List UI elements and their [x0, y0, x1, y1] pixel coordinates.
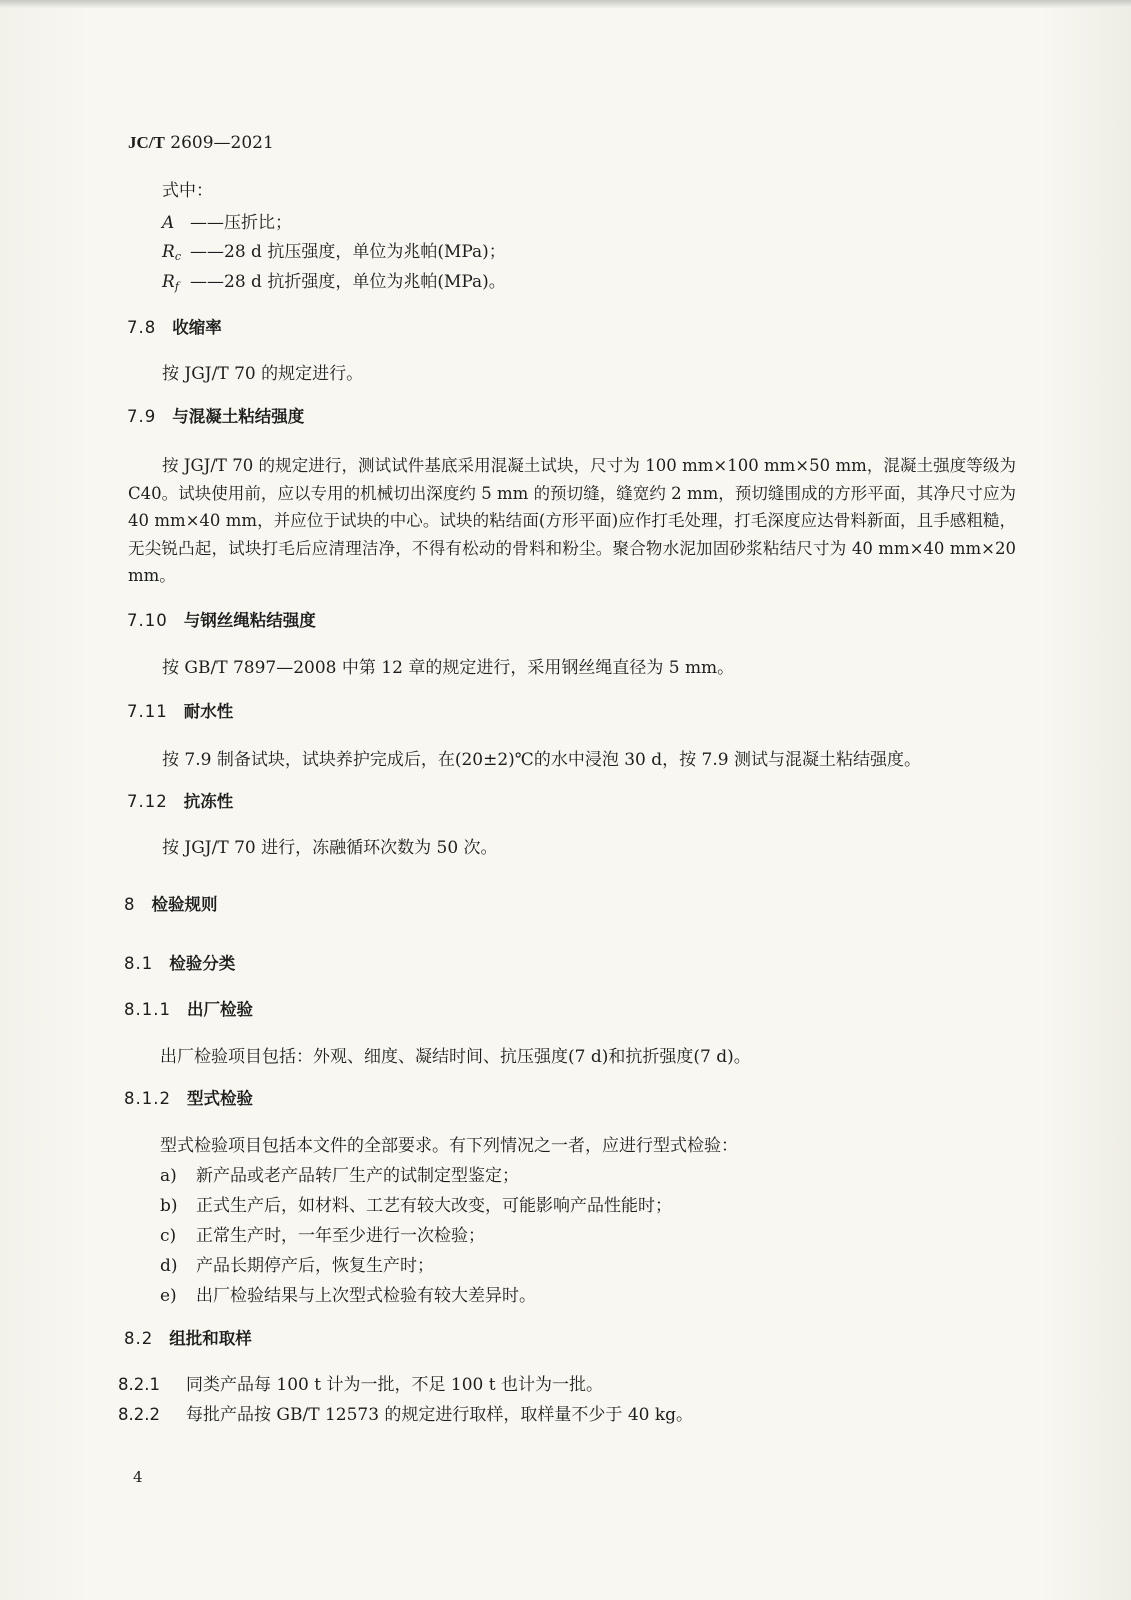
- section-heading: [124, 1087, 253, 1111]
- section-text: 同类产品每 100 t 计为一批，不足 100 t 也计为一批。: [186, 1375, 603, 1395]
- legend-text: ——压折比；: [190, 213, 292, 233]
- legend-symbol: [162, 270, 190, 299]
- section-title: 出厂检验: [186, 1000, 253, 1019]
- section-title: 抗冻性: [183, 792, 234, 811]
- document-code: [128, 133, 274, 153]
- standard-prefix: JC/T: [128, 133, 165, 152]
- legend-subscript: c: [174, 250, 181, 263]
- section-number: 7.12: [127, 792, 168, 811]
- section-number: 8.2.2: [118, 1405, 160, 1424]
- legend-text: ——28 d 抗折强度，单位为兆帕(MPa)。: [190, 272, 506, 292]
- section-heading: [127, 790, 233, 814]
- section-number: 7.11: [127, 702, 168, 721]
- list-marker: a): [160, 1166, 177, 1186]
- section-number: 8.2: [124, 1329, 154, 1348]
- legend-subscript: f: [174, 280, 179, 293]
- legend-symbol-base: R: [162, 242, 175, 262]
- list-marker: e): [160, 1286, 177, 1306]
- list-item: [160, 1254, 434, 1278]
- scan-edge: [0, 0, 1131, 8]
- list-text: 新产品或老产品转厂生产的试制定型鉴定；: [196, 1166, 519, 1186]
- legend-item: [162, 211, 292, 235]
- section-heading: [127, 700, 233, 724]
- list-marker: c): [160, 1226, 177, 1246]
- legend-symbol: A: [162, 213, 175, 233]
- list-text: 产品长期停产后，恢复生产时；: [196, 1256, 434, 1276]
- section-title: 检验规则: [151, 895, 218, 914]
- list-item: [160, 1224, 485, 1248]
- section-text: 每批产品按 GB/T 12573 的规定进行取样，取样量不少于 40 kg。: [186, 1405, 694, 1425]
- section-title: 与钢丝绳粘结强度: [183, 611, 316, 630]
- section-number: 8.1: [124, 954, 154, 973]
- section-text: 出厂检验项目包括：外观、细度、凝结时间、抗压强度(7 d)和抗折强度(7 d)。: [160, 1047, 751, 1067]
- section-number: 8.2.1: [118, 1375, 160, 1394]
- section-title: 组批和取样: [169, 1329, 252, 1348]
- section-number: 8.1.1: [124, 1000, 171, 1019]
- clause: [118, 1403, 693, 1427]
- section-number: 8.1.2: [124, 1089, 171, 1108]
- section-heading: [124, 998, 253, 1022]
- section-text: 按 JGJ/T 70 进行，冻融循环次数为 50 次。: [162, 838, 498, 858]
- legend-item: [162, 240, 506, 269]
- list-item: [160, 1194, 672, 1218]
- section-number: 8: [124, 895, 136, 914]
- section-number: 7.10: [127, 611, 168, 630]
- section-text: 型式检验项目包括本文件的全部要求。有下列情况之一者，应进行型式检验：: [160, 1136, 738, 1156]
- legend-symbol-base: R: [162, 272, 175, 292]
- section-number: 7.8: [127, 318, 157, 337]
- clause: [118, 1373, 603, 1397]
- section-text: 按 7.9 制备试块，试块养护完成后，在(20±2)℃的水中浸泡 30 d，按 7.9 测试与混凝土粘结强度。: [162, 750, 921, 770]
- list-marker: d): [160, 1256, 178, 1276]
- section-title: 检验分类: [169, 954, 236, 973]
- section-heading: [127, 316, 222, 340]
- list-text: 正式生产后，如材料、工艺有较大改变，可能影响产品性能时；: [196, 1196, 672, 1216]
- section-heading: [127, 405, 304, 429]
- section-number: 7.9: [127, 407, 157, 426]
- section-heading: [124, 1327, 252, 1351]
- section-text: 按 GB/T 7897—2008 中第 12 章的规定进行，采用钢丝绳直径为 5 mm。: [162, 658, 735, 678]
- list-text: 出厂检验结果与上次型式检验有较大差异时。: [196, 1286, 536, 1306]
- list-item: [160, 1164, 519, 1188]
- section-heading: [127, 609, 316, 633]
- section-text: 按 JGJ/T 70 的规定进行。: [162, 364, 364, 384]
- section-title: 收缩率: [172, 318, 222, 337]
- legend-symbol: [162, 240, 190, 269]
- section-heading: [124, 952, 235, 976]
- section-paragraph: 按 JGJ/T 70 的规定进行，测试试件基底采用混凝土试块，尺寸为 100 mm×100 mm×50 mm，混凝土强度等级为 C40。试块使用前，应以专用的机械切出深度约 5 mm 的预切缝，缝宽约 2 mm，预切缝围成的方形平面，其净尺寸应为 40 mm×40 mm，并应位于试块的中心。试块的粘结面(方形平面)应作打毛处理，打毛深度应达骨料新面，且手感粗糙，无尖锐凸起，试块打毛后应清理洁净，不得有松动的骨料和粉尘。聚合物水泥加固砂浆粘结尺寸为 40 mm×40 mm×20 mm。: [128, 456, 1016, 585]
- list-item: [160, 1284, 536, 1308]
- legend-lead: 式中：: [162, 181, 213, 201]
- section-title: 型式检验: [186, 1089, 253, 1108]
- list-marker: b): [160, 1196, 178, 1216]
- legend-item: [162, 270, 506, 299]
- section-title: 与混凝土粘结强度: [172, 407, 305, 426]
- list-text: 正常生产时，一年至少进行一次检验；: [196, 1226, 485, 1246]
- page-number: 4: [133, 1468, 143, 1486]
- section-title: 耐水性: [183, 702, 234, 721]
- legend-text: ——28 d 抗压强度，单位为兆帕(MPa)；: [190, 242, 506, 262]
- standard-number: 2609—2021: [170, 133, 274, 153]
- chapter-heading: [124, 893, 218, 917]
